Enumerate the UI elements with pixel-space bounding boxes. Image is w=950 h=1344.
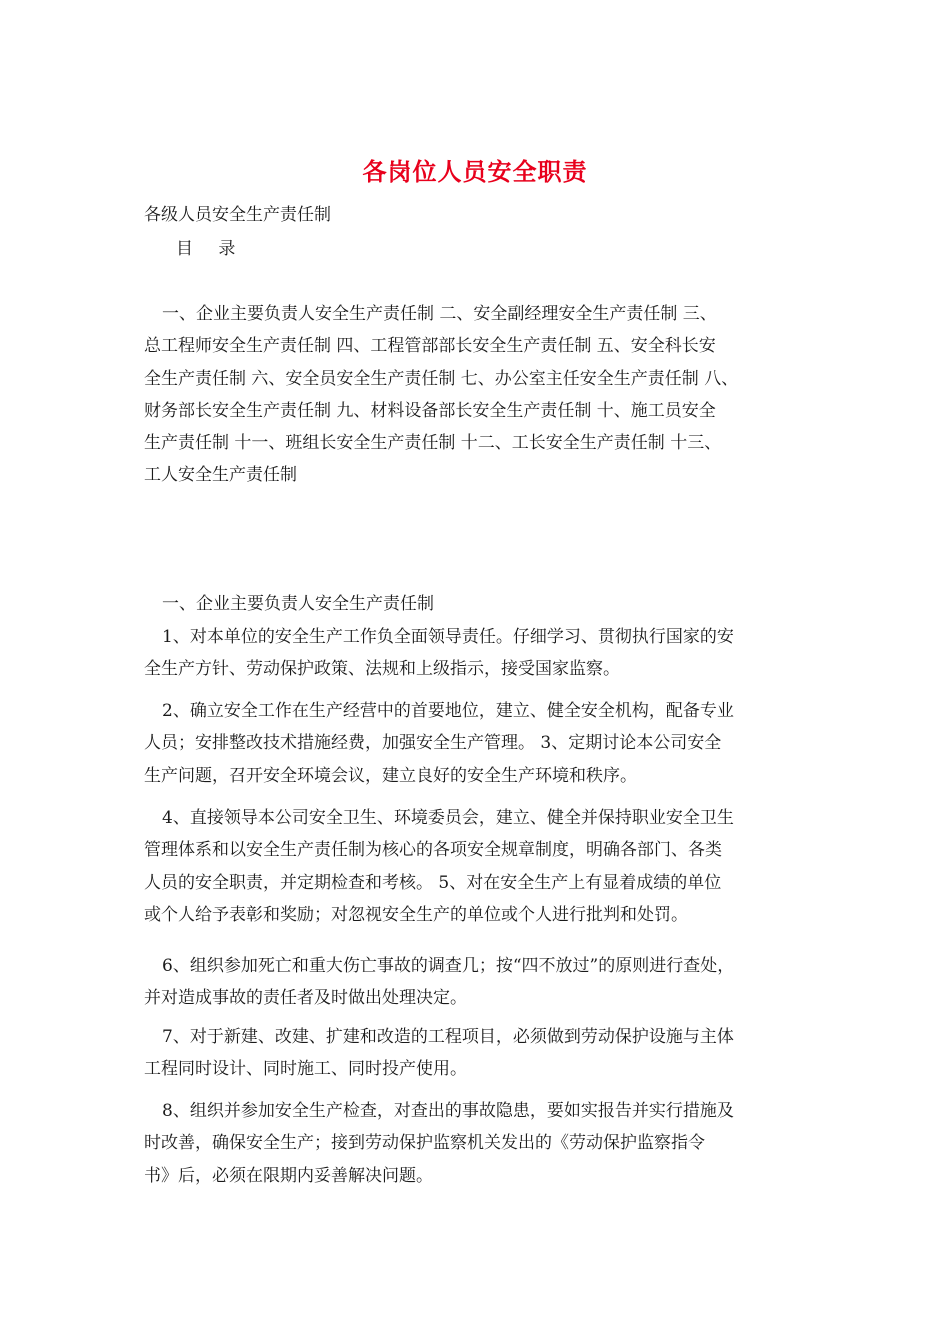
- toc-heading: 目 录: [176, 239, 246, 259]
- toc-line: 工人安全生产责任制: [144, 465, 297, 486]
- paragraph-line: 生产问题，召开安全环境会议，建立良好的安全生产环境和秩序。: [144, 765, 637, 786]
- toc-line: 总工程师安全生产责任制 四、工程管部部长安全生产责任制 五、安全科长安: [144, 336, 716, 357]
- paragraph-line: 书》后，必须在限期内妥善解决问题。: [144, 1165, 433, 1186]
- toc-line: 全生产责任制 六、安全员安全生产责任制 七、办公室主任安全生产责任制 八、: [144, 368, 739, 389]
- section-heading: [144, 588, 814, 620]
- paragraph-line: 工程同时设计、同时施工、同时投产使用。: [144, 1059, 467, 1080]
- paragraph-line: 7、对于新建、改建、扩建和改造的工程项目，必须做到劳动保护设施与主体: [162, 1027, 734, 1047]
- paragraph-line: 管理体系和以安全生产责任制为核心的各项安全规章制度，明确各部门、各类: [144, 840, 722, 861]
- clause-8: [144, 1095, 814, 1192]
- toc-line: 一、企业主要负责人安全生产责任制 二、安全副经理安全生产责任制 三、: [162, 304, 717, 324]
- clause-2-3: [144, 695, 814, 792]
- document-subtitle: 各级人员安全生产责任制: [144, 205, 331, 225]
- document-title: 各岗位人员安全职责: [362, 157, 588, 186]
- clause-1: [144, 621, 814, 686]
- section-heading-text: 一、企业主要负责人安全生产责任制: [162, 594, 434, 614]
- toc-line: 财务部长安全生产责任制 九、材料设备部长安全生产责任制 十、施工员安全: [144, 400, 716, 421]
- paragraph-line: 全生产方针、劳动保护政策、法规和上级指示，接受国家监察。: [144, 659, 620, 680]
- paragraph-line: 8、组织并参加安全生产检查，对查出的事故隐患，要如实报告并实行措施及: [162, 1101, 734, 1121]
- toc-line: 生产责任制 十一、班组长安全生产责任制 十二、工长安全生产责任制 十三、: [144, 433, 722, 454]
- paragraph-line: 人员的安全职责，并定期检查和考核。 5、对在安全生产上有显着成绩的单位: [144, 872, 722, 893]
- paragraph-line: 4、直接领导本公司安全卫生、环境委员会，建立、健全并保持职业安全卫生: [162, 808, 734, 828]
- paragraph-line: 6、组织参加死亡和重大伤亡事故的调查几；按“四不放过”的原则进行查处，: [162, 956, 735, 976]
- paragraph-line: 1、对本单位的安全生产工作负全面领导责任。仔细学习、贯彻执行国家的安: [162, 627, 734, 647]
- paragraph-line: 人员；安排整改技术措施经费，加强安全生产管理。 3、定期讨论本公司安全: [144, 733, 722, 754]
- paragraph-line: 时改善，确保安全生产；接到劳动保护监察机关发出的《劳动保护监察指令: [144, 1133, 705, 1154]
- clause-4-5: [144, 802, 814, 931]
- paragraph-line: 并对造成事故的责任者及时做出处理决定。: [144, 988, 467, 1009]
- clause-6: [144, 950, 814, 1015]
- paragraph-line: 或个人给予表彰和奖励；对忽视安全生产的单位或个人进行批判和处罚。: [144, 904, 688, 925]
- clause-7: [144, 1021, 814, 1086]
- table-of-contents: [144, 298, 814, 492]
- paragraph-line: 2、确立安全工作在生产经营中的首要地位，建立、健全安全机构，配备专业: [162, 701, 734, 721]
